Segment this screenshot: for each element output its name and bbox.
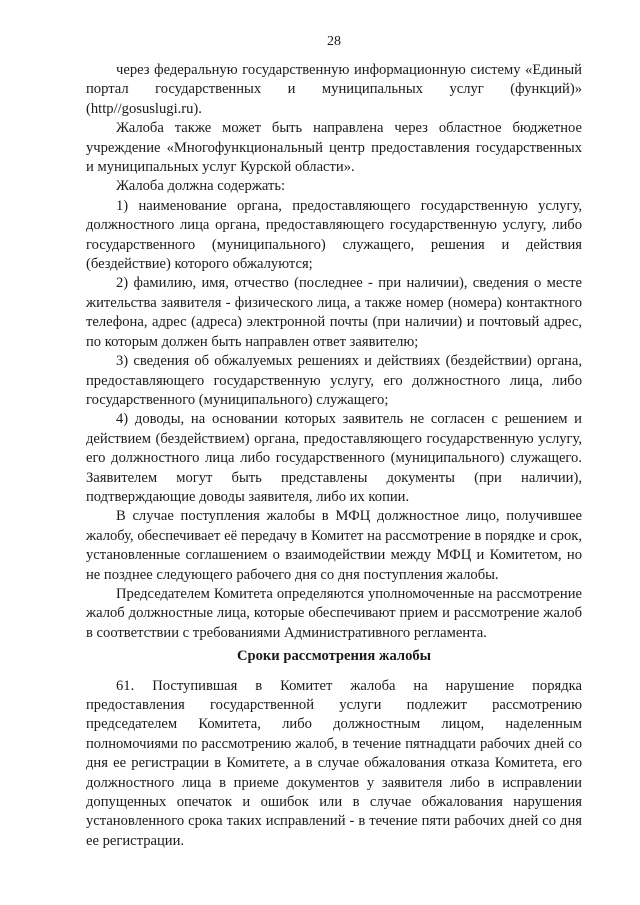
paragraph-continuation: через федеральную государственную информационную систему «Единый портал государственных и муниципальных услуг (функций)» (http//gosuslugi.ru).	[86, 62, 582, 117]
section-heading: Сроки рассмотрения жалобы	[236, 648, 432, 665]
list-item-4: 4) доводы, на основании которых заявитель не согласен с решением и действием (бездействием) органа, предоставляющего государственную услугу, его должностного лица либо государственного (муниципального) служащего. Заявителем могут быть представлены документы (при наличии), подтверждающие доводы заявителя, либо их копии.	[86, 411, 582, 505]
paragraph-61: 61. Поступившая в Комитет жалоба на нарушение порядка предоставления государственной услуги подлежит рассмотрению председателем Комитета, либо должностным лицом, наделенным полномочиями по рассмотрению жалоб, в течение пятнадцати рабочих дней со дня ее регистрации в Комитете, а в случае обжалования отказа Комитета, его должностного лица в приеме документов у заявителя либо в исправлении допущенных опечаток и ошибок или в случае обжалования нарушения установленного срока таких исправлений - в течение пяти рабочих дней со дня ее регистрации.	[86, 677, 582, 849]
paragraph-complaint-mfc: Жалоба также может быть направлена через областное бюджетное учреждение «Многофункциональный центр предоставления государственных и муниципальных услуг Курской области».	[86, 120, 582, 176]
paragraph-chairman: Председателем Комитета определяются уполномоченные на рассмотрение жалоб должностные лица, которые обеспечивают прием и рассмотрение жалоб в соответствии с требованиями Административного регламента.	[86, 585, 582, 641]
list-item-3: 3) сведения об обжалуемых решениях и действиях (бездействии) органа, предоставляющего государственную услугу, его должностного лица, либо государственного (муниципального) служащего;	[86, 353, 582, 408]
list-item-2: 2) фамилию, имя, отчество (последнее - при наличии), сведения о месте жительства заявителя - физического лица, а также номер (номера) контактного телефона, адрес (адреса) электронной почты (при наличии) и почтовый адрес, по которым должен быть направлен ответ заявителю;	[86, 275, 582, 350]
document-body	[86, 61, 582, 851]
paragraph-complaint-contents: Жалоба должна содержать:	[116, 178, 286, 195]
list-item-1: 1) наименование органа, предоставляющего государственную услугу, должностного лица органа, предоставляющего государственную услугу, либо государственного (муниципального) служащего, решения и действия (бездействие) которого обжалуются;	[86, 197, 582, 273]
paragraph-mfc-transfer: В случае поступления жалобы в МФЦ должностное лицо, получившее жалобу, обеспечивает её передачу в Комитет на рассмотрение в порядке и срок, установленные соглашением о взаимодействии между МФЦ и Комитетом, но не позднее следующего рабочего дня со дня поступления жалобы.	[86, 508, 582, 583]
page-number: 28	[327, 34, 341, 49]
